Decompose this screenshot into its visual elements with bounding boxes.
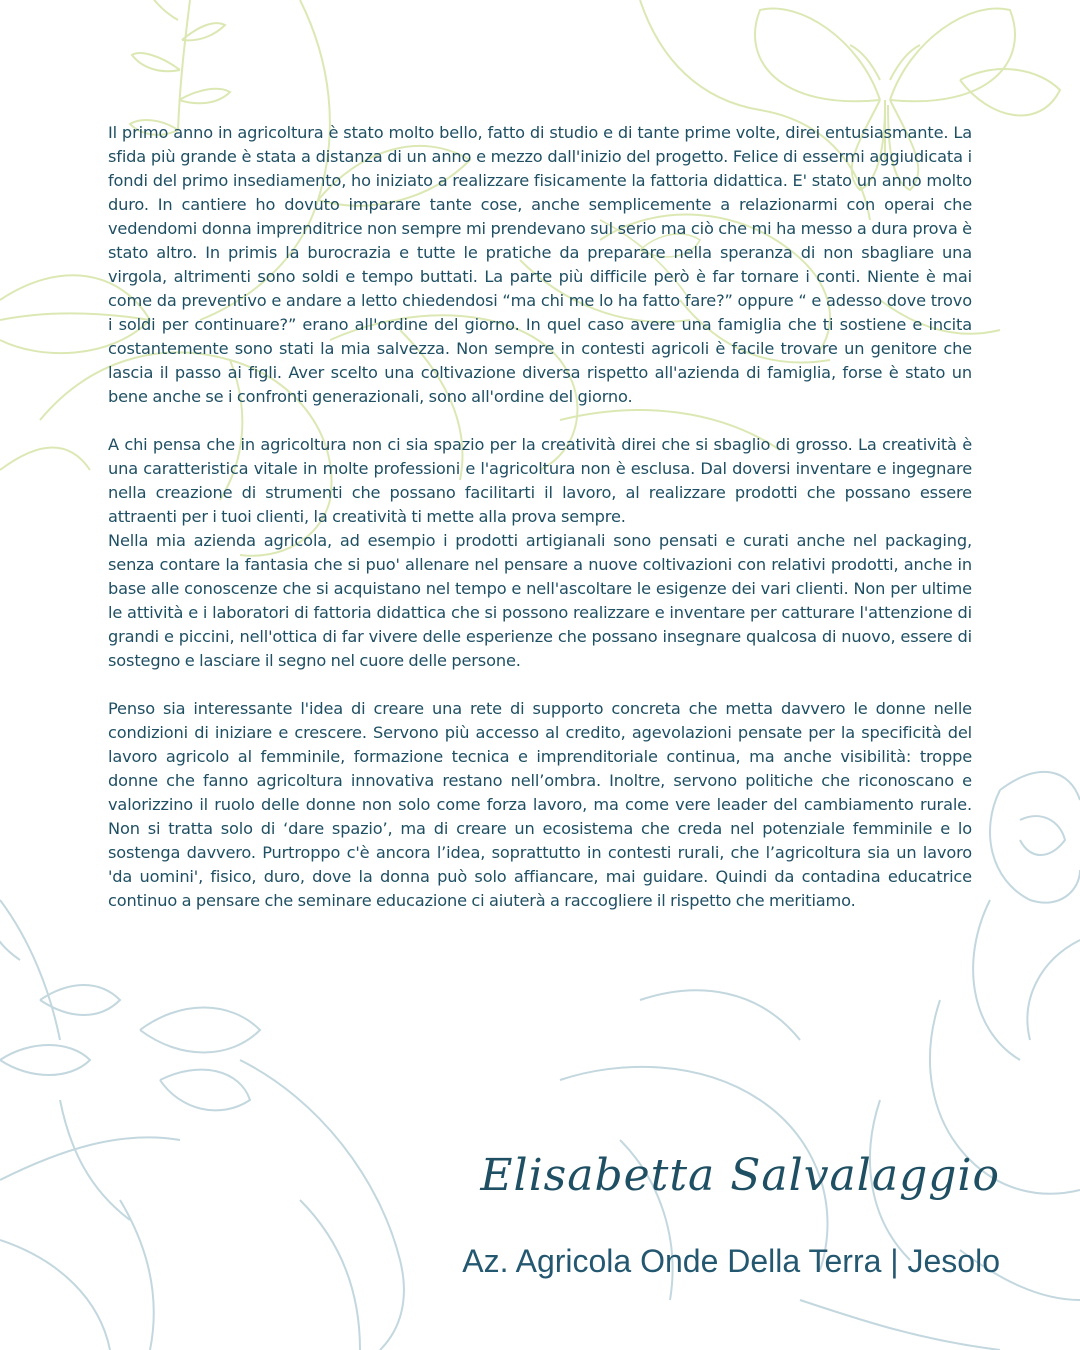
company-line: Az. Agricola Onde Della Terra | Jesolo — [462, 1243, 1000, 1279]
letter-body — [108, 121, 972, 913]
paragraph-3: Nella mia azienda agricola, ad esempio i prodotti artigianali sono pensati e curati anche nel packaging, senza contare la fantasia che si puo' allenare nel pensare a nuove coltivazioni con relativi prodotti, anche in base alle conoscenze che si acquistano nel tempo e nell'ascoltare le esigenze dei vari clienti. Non per ultime le attività e i laboratori di fattoria didattica che si possono realizzare e inventare per catturare l'attenzione di grandi e piccini, nell'ottica di far vivere delle esperienze che possano insegnare qualcosa di nuovo, essere di sostegno e lasciare il segno nel cuore delle persone. — [108, 531, 972, 670]
signature: Elisabetta Salvalaggio — [480, 1150, 1000, 1201]
paragraph-1: Il primo anno in agricoltura è stato molto bello, fatto di studio e di tante prime volte, direi entusiasmante. La sfida più grande è stata a distanza di un anno e mezzo dall'inizio del progetto. Felice di essermi aggiudicata i fondi del primo insediamento, ho iniziato a realizzare fisicamente la fattoria didattica. E' stato un anno molto duro. In cantiere ho dovuto imparare tante cose, anche semplicemente a relazionarmi con operai che vedendomi donna imprenditrice non sempre mi prendevano sul serio ma ciò che mi ha messo a dura prova è stato altro. In primis la burocrazia e tutte le pratiche da preparare nella speranza di non sbagliare una virgola, altrimenti sono soldi e tempo buttati. La parte più difficile però è far tornare i conti. Niente è mai come da preventivo e andare a letto chiedendosi “ma chi me lo ha fatto fare?” oppure “ e adesso dove trovo i soldi per continuare?” erano all'ordine del giorno. In quel caso avere una famiglia che ti sostiene e incita costantemente sono stati la mia salvezza. Non sempre in contesti agricoli è facile trovare un genitore che lascia il passo ai figli. Aver scelto una coltivazione diversa rispetto all'azienda di famiglia, forse è stato un bene anche se i confronti generazionali, sono all'ordine del giorno. — [108, 123, 972, 406]
paragraph-4: Penso sia interessante l'idea di creare una rete di supporto concreta che metta davvero le donne nelle condizioni di iniziare e crescere. Servono più accesso al credito, agevolazioni pensate per la specificità del lavoro agricolo al femminile, formazione tecnica e imprenditoriale continua, ma anche visibilità: troppe donne che fanno agricoltura innovativa restano nell’ombra. Inoltre, servono politiche che riconoscano e valorizzino il ruolo delle donne non solo come forza lavoro, ma come vere leader del cambiamento rurale. Non si tratta solo di ‘dare spazio’, ma di creare un ecosistema che creda nel potenziale femminile e lo sostenga davvero. Purtroppo c'è ancora l’idea, soprattutto in contesti rurali, che l’agricoltura sia un lavoro 'da uomini', fisico, duro, dove la donna può solo affiancare, mai guidare. Quindi da contadina educatrice continuo a pensare che seminare educazione ci aiuterà a raccogliere il rispetto che meritiamo. — [108, 699, 972, 910]
paragraph-2: A chi pensa che in agricoltura non ci sia spazio per la creatività direi che si sbaglio di grosso. La creatività è una caratteristica vitale in molte professioni e l'agricoltura non è esclusa. Dal doversi inventare e ingegnare nella creazione di strumenti che possano facilitarti il lavoro, al realizzare prodotti che possano essere attraenti per i tuoi clienti, la creatività ti mette alla prova sempre. — [108, 435, 972, 526]
